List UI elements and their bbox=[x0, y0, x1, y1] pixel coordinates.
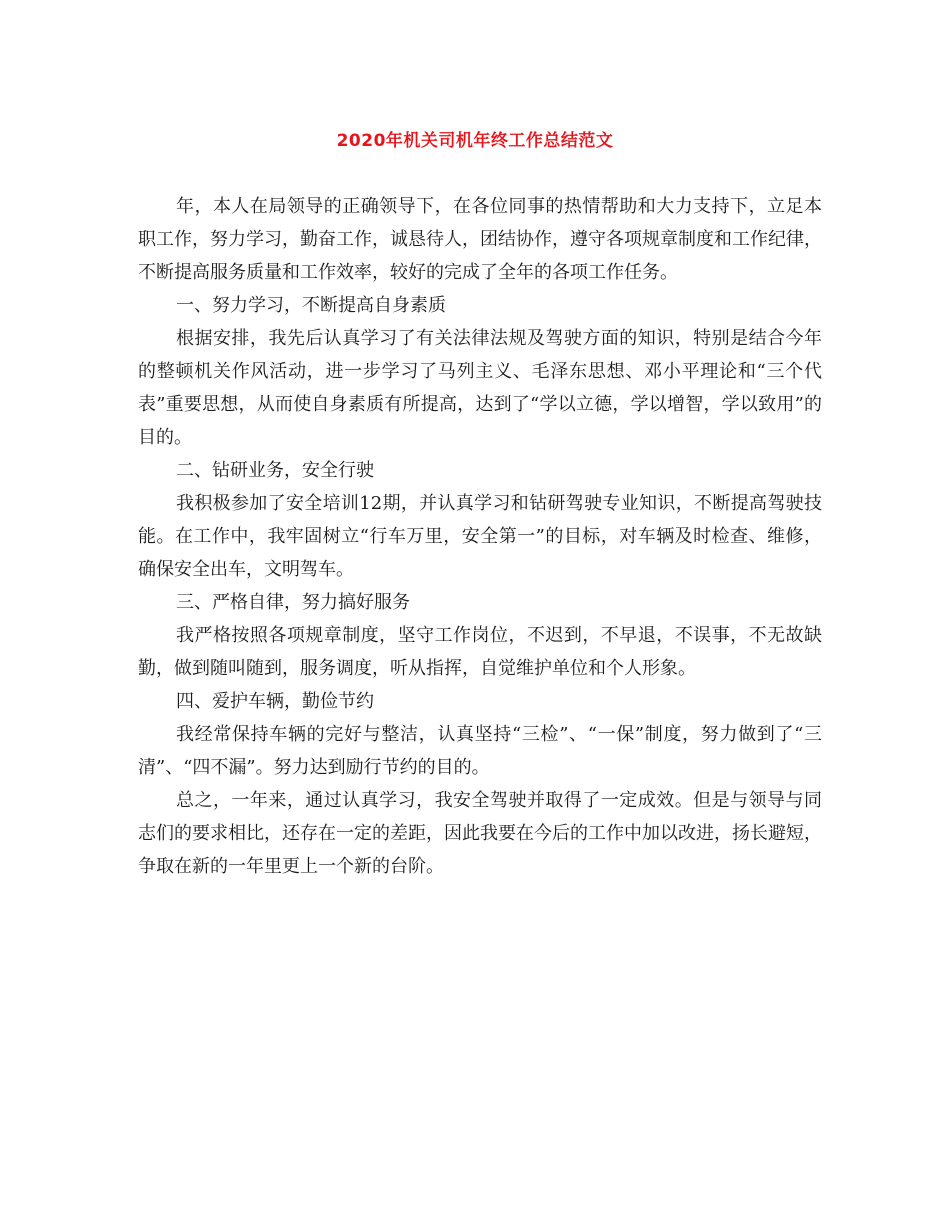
paragraph-section-2: 我积极参加了安全培训12期，并认真学习和钻研驾驶专业知识，不断提高驾驶技能。在工作中，我牢固树立“行车万里，安全第一”的目标，对车辆及时检查、维修，确保安全出车，文明驾车。 bbox=[138, 493, 822, 580]
document-body bbox=[138, 190, 822, 883]
document-title: 2020年机关司机年终工作总结范文 bbox=[336, 131, 614, 151]
section-heading-2: 二、钻研业务，安全行驶 bbox=[176, 460, 374, 481]
paragraph-section-3: 我严格按照各项规章制度，坚守工作岗位，不迟到，不早退，不误事，不无故缺勤，做到随叫随到，服务调度，听从指挥，自觉维护单位和个人形象。 bbox=[138, 625, 822, 679]
section-heading-3: 三、严格自律，努力搞好服务 bbox=[176, 592, 410, 613]
section-heading-4: 四、爱护车辆，勤俭节约 bbox=[176, 691, 374, 712]
paragraph-intro: 年，本人在局领导的正确领导下，在各位同事的热情帮助和大力支持下，立足本职工作，努力学习，勤奋工作，诚恳待人，团结协作，遵守各项规章制度和工作纪律，不断提高服务质量和工作效率，较好的完成了全年的各项工作任务。 bbox=[138, 196, 822, 283]
section-heading-1: 一、努力学习，不断提高自身素质 bbox=[176, 295, 446, 316]
paragraph-conclusion: 总之，一年来，通过认真学习，我安全驾驶并取得了一定成效。但是与领导与同志们的要求相比，还存在一定的差距，因此我要在今后的工作中加以改进，扬长避短，争取在新的一年里更上一个新的台阶。 bbox=[138, 790, 822, 877]
paragraph-section-1: 根据安排，我先后认真学习了有关法律法规及驾驶方面的知识，特别是结合今年的整顿机关作风活动，进一步学习了马列主义、毛泽东思想、邓小平理论和“三个代表”重要思想，从而使自身素质有所提高，达到了“学以立德，学以增智，学以致用”的目的。 bbox=[138, 328, 822, 448]
paragraph-section-4: 我经常保持车辆的完好与整洁，认真坚持“三检”、“一保”制度，努力做到了“三清”、“四不漏”。努力达到励行节约的目的。 bbox=[138, 724, 822, 778]
